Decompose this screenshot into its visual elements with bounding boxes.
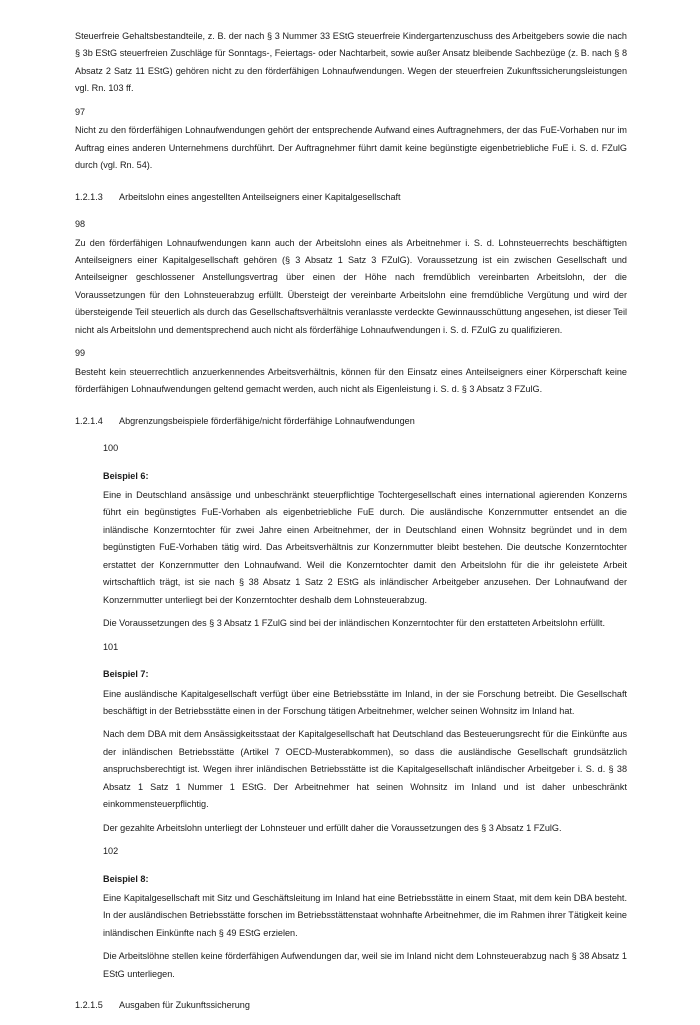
example-paragraph: Der gezahlte Arbeitslohn unterliegt der Lohnsteuer und erfüllt daher die Voraussetzungen des § 3 Absatz 1 FZulG. (103, 822, 562, 833)
margin-number-97: 97 (75, 106, 86, 117)
section-title: Ausgaben für Zukunftssicherung (119, 1000, 250, 1011)
example-paragraph: Eine ausländische Kapitalgesellschaft verfügt über eine Betriebsstätte im Inland, in der sie Forschung betreibt. Die Gesellschaft beschäftigt in der Betriebsstätte einen in der Forschung tätigen Arbeitnehmer, welcher seinen Wohnsitz im Inland hat. (103, 688, 627, 716)
margin-number-100: 100 (103, 443, 119, 454)
example-paragraph: Die Voraussetzungen des § 3 Absatz 1 FZulG sind bei der inländischen Konzerntochter für den erstatteten Arbeitslohn erfüllt. (103, 618, 605, 629)
section-heading-1-2-1-5 (75, 997, 627, 1014)
section-heading-1-2-1-3 (75, 189, 627, 206)
paragraph-99: Besteht kein steuerrechtlich anzuerkennendes Arbeitsverhältnis, können für den Einsatz eines Anteilseigners einer Körperschaft keine förderfähigen Lohnaufwendungen geltend gemacht werden, auch nicht als Eigenleistung i. S. d. § 3 Absatz 3 FZulG. (75, 366, 627, 395)
section-number: 1.2.1.3 (75, 191, 103, 202)
example-title: Beispiel 7: (103, 669, 149, 680)
document-page (75, 28, 627, 1025)
paragraph-97: Nicht zu den förderfähigen Lohnaufwendungen gehört der entsprechende Aufwand eines Auftragnehmers, der das FuE-Vorhaben nur im Auftrag eines anderen Unternehmens durchführt. Der Auftragnehmer führt damit keine begünstigte eigenbetriebliche FuE i. S. d. FZulG durch (vgl. Rn. 54). (75, 125, 627, 171)
example-title: Beispiel 8: (103, 873, 149, 884)
example-paragraph: Die Arbeitslöhne stellen keine förderfähigen Aufwendungen dar, weil sie im Inland nicht dem Lohnsteuerabzug nach § 38 Absatz 1 EStG unterliegen. (103, 951, 627, 979)
section-heading-1-2-1-4 (75, 413, 627, 430)
paragraph-98: Zu den förderfähigen Lohnaufwendungen kann auch der Arbeitslohn eines als Arbeitnehmer i. S. d. Lohnsteuerrechts beschäftigten Anteilseigners einer Kapitalgesellschaft gehören (§ 3 Absatz 1 Satz 3 FZulG). Voraussetzung ist ein zwischen Gesellschaft und Anteilseigner geschlossener Anstellungsvertrag über einen der Höhe nach fremdüblich vereinbarten Arbeitslohn, der die Voraussetzungen für den Lohnsteuerabzug erfüllt. Übersteigt der vereinbarte Arbeitslohn eine fremdübliche Vergütung und wird der übersteigende Teil steuerlich als durch das Gesellschaftsverhältnis veranlasste verdeckte Gewinnausschüttung angesehen, ist dieser Teil nicht als Arbeitslohn und dementsprechend auch nicht als förderfähige Lohnaufwendungen i. S. d. FZulG zu qualifizieren. (75, 237, 627, 335)
example-paragraph: Eine Kapitalgesellschaft mit Sitz und Geschäftsleitung im Inland hat eine Betriebsstätte in einem Staat, mit dem kein DBA besteht. In der ausländischen Betriebsstätte forschen im Betriebsstättenstaat wohnhafte Arbeitnehmer, die im Rahmen ihrer Tätigkeit keine inländischen Einkünfte nach § 49 EStG erzielen. (103, 893, 627, 938)
margin-number-99: 99 (75, 348, 86, 359)
margin-number-102: 102 (103, 846, 119, 857)
example-block-7 (75, 639, 627, 838)
example-paragraph: Nach dem DBA mit dem Ansässigkeitsstaat der Kapitalgesellschaft hat Deutschland das Besteuerungsrecht für die Einkünfte aus der inländischen Betriebsstätte (Artikel 7 OECD-Musterabkommen), so dass die ausländische Gesellschaft grundsätzlich anspruchsberechtigt ist. Wegen ihrer inländischen Betriebsstätte ist die Kapitalgesellschaft inländischer Arbeitgeber i. S. d. § 38 Absatz 1 Satz 1 Nummer 1 EStG. Der Arbeitnehmer hat seinen Wohnsitz im Inland und ist daher unbeschränkt einkommensteuerpflichtig. (103, 729, 627, 810)
example-paragraph: Eine in Deutschland ansässige und unbeschränkt steuerpflichtige Tochtergesellschaft eines international agierenden Konzerns führt ein begünstigtes FuE-Vorhaben als eigenbetriebliche FuE durch. Die ausländische Konzernmutter entsendet an die inländische Konzerntochter für zwei Jahre einen Arbeitnehmer, der in Deutschland einen Wohnsitz begründet und in dem begünstigten FuE-Vorhaben tätig wird. Das Arbeitsverhältnis zur Konzernmutter bleibt bestehen. Die deutsche Konzerntochter erstattet der Konzernmutter den Lohnaufwand. Weil die Konzerntochter damit den Arbeitslohn für die ihr geleistete Arbeit wirtschaftlich trägt, ist sie nach § 38 Absatz 1 Satz 2 EStG als inländischer Arbeitgeber anzusehen. Der Lohnaufwand der Konzernmutter unterliegt bei der Konzerntochter deshalb dem Lohnsteuerabzug. (103, 489, 627, 605)
section-number: 1.2.1.4 (75, 415, 103, 426)
paragraph-96: Steuerfreie Gehaltsbestandteile, z. B. der nach § 3 Nummer 33 EStG steuerfreie Kindergartenzuschuss des Arbeitgebers sowie die nach § 3b EStG steuerfreien Zuschläge für Sonntags-, Feiertags- oder Nachtarbeit, sowie außer Ansatz bleibende Sachbezüge (z. B. nach § 8 Absatz 2 Satz 11 EStG) gehören nicht zu den förderfähigen Lohnaufwendungen. Wegen der steuerfreien Zukunftssicherungsleistungen vgl. Rn. 103 ff. (75, 31, 627, 94)
example-block-8 (75, 843, 627, 983)
example-block-6 (75, 440, 627, 633)
margin-number-101: 101 (103, 641, 119, 652)
section-title: Abgrenzungsbeispiele förderfähige/nicht förderfähige Lohnaufwendungen (119, 415, 415, 426)
margin-number-98: 98 (75, 219, 86, 230)
section-number: 1.2.1.5 (75, 1000, 103, 1011)
example-title: Beispiel 6: (103, 470, 149, 481)
section-title: Arbeitslohn eines angestellten Anteilseigners einer Kapitalgesellschaft (119, 191, 401, 202)
